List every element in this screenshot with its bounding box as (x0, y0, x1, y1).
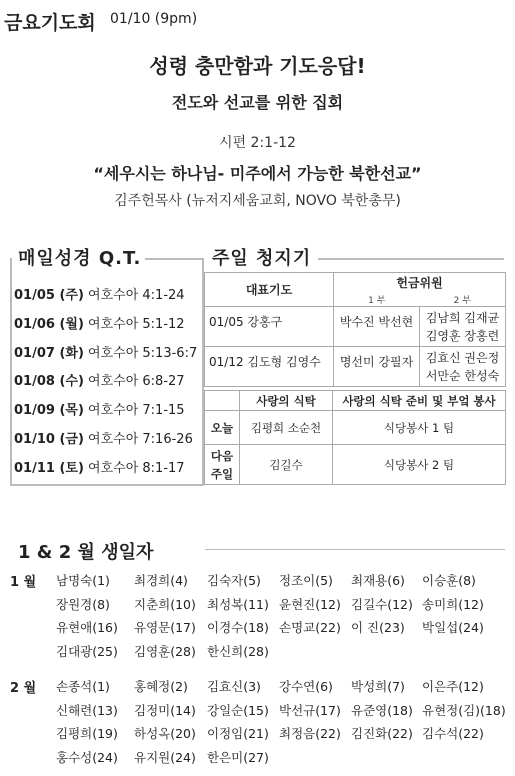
birthday-name: 한신희(28) (207, 643, 269, 659)
next-label (205, 445, 240, 485)
birthday-name: 최성복(11) (207, 596, 269, 612)
theme-line-1: 성령 충만함과 기도응답! (149, 54, 366, 78)
birthday-name: 이경수(18) (207, 620, 269, 635)
col-second-service: 2 부 (420, 293, 506, 307)
birthday-name: 남명숙(1) (56, 573, 110, 588)
meal-blank-head (205, 391, 240, 411)
qt-reference: 여호수아 7:16-26 (88, 432, 193, 447)
meal-table (204, 390, 506, 485)
row2-second-a: 김효신 권은정 (425, 350, 500, 365)
head-prayer: 대표기도 (205, 273, 334, 307)
birthday-name: 한은미(27) (207, 749, 269, 765)
birthday-name: 윤현진(12) (279, 596, 341, 612)
birthday-name: 유지원(24) (134, 749, 196, 765)
qt-date: 01/10 (금) (14, 432, 84, 447)
qt-item (14, 370, 185, 389)
qt-item (14, 428, 193, 447)
birthday-name: 유현정(김)(18) (422, 702, 506, 718)
birthday-name: 김정미(14) (134, 702, 196, 718)
row1-second-a: 김남희 김재균 (425, 310, 500, 325)
qt-title: 매일성경 Q.T. (14, 244, 145, 270)
qt-item (14, 399, 185, 418)
qt-reference: 여호수아 5:1-12 (88, 316, 185, 332)
birthday-name: 최경희(4) (134, 573, 188, 588)
qt-reference: 여호수아 6:8-27 (88, 374, 185, 390)
birthday-name: 송미희(12) (422, 596, 484, 612)
birthday-name: 유영문(17) (134, 620, 196, 635)
birthday-name: 손종석(1) (56, 679, 110, 694)
birthday-name: 박성희(7) (351, 679, 405, 694)
birthday-name: 홍혜정(2) (134, 679, 188, 694)
page-title: 금요기도회 (4, 12, 96, 34)
birthday-name: 김수석(22) (422, 726, 484, 741)
birthday-name: 유현애(16) (56, 620, 118, 635)
head-offering: 헌금위원 (334, 273, 506, 293)
birthday-name: 홍수성(24) (56, 749, 118, 765)
birthday-name: 장원경(8) (56, 596, 110, 612)
month-feb: 2 월 (10, 681, 37, 696)
birthday-name: 김평희(19) (56, 726, 118, 741)
birthday-name: 이은주(12) (422, 679, 484, 694)
head-table: 사랑의 식탁 (240, 391, 333, 411)
qt-item (14, 342, 197, 361)
row2-first: 명선미 강필자 (334, 347, 420, 387)
qt-date: 01/07 (화) (14, 345, 84, 361)
sunday-table (204, 272, 506, 387)
birthday-name: 강수연(6) (279, 679, 333, 694)
birthday-name: 김대광(25) (56, 643, 118, 659)
head-serve: 사랑의 식탁 준비 및 부엌 봉사 (333, 391, 506, 411)
birthday-name: 신해련(13) (56, 702, 118, 718)
qt-item (14, 457, 185, 476)
qt-date: 01/06 (월) (14, 316, 84, 332)
row2-prayer: 01/12 김도형 김영수 (205, 347, 334, 387)
birthday-name: 손명교(22) (279, 620, 341, 635)
row1-second (420, 307, 506, 347)
service-date: 01/10 (9pm) (110, 11, 198, 27)
today-label: 오늘 (205, 411, 240, 445)
today-team: 식당봉사 1 팀 (333, 411, 506, 445)
today-people: 김평희 소순천 (240, 411, 333, 445)
row1-first: 박수진 박선현 (334, 307, 420, 347)
col-first-service: 1 부 (334, 293, 420, 307)
birthday-title: 1 & 2 월 생일자 (18, 542, 154, 563)
birthday-name: 김진화(22) (351, 726, 413, 741)
birthday-name: 김숙자(5) (207, 573, 261, 588)
birthday-name: 김효신(3) (207, 679, 261, 694)
qt-date: 01/11 (토) (14, 460, 84, 476)
birthday-name: 지춘희(10) (134, 596, 196, 612)
birthday-name: 박일섭(24) (422, 620, 484, 635)
birthday-name: 최정음(22) (279, 726, 341, 741)
sunday-divider (318, 258, 504, 260)
birthday-name: 박선규(17) (279, 702, 341, 718)
birthday-name: 김영훈(28) (134, 643, 196, 659)
row1-prayer: 01/05 강홍구 (205, 307, 334, 347)
birthday-name: 정조이(5) (279, 573, 333, 588)
qt-item (14, 284, 185, 303)
qt-item (14, 313, 185, 332)
qt-reference: 여호수아 7:1-15 (88, 403, 185, 419)
birthday-name: 이 진(23) (351, 620, 405, 635)
qt-reference: 여호수아 8:1-17 (88, 460, 185, 476)
qt-date: 01/09 (목) (14, 403, 84, 419)
birthday-name: 이정임(21) (207, 726, 269, 741)
row2-second-b: 서만순 한성숙 (425, 368, 500, 383)
next-label-1: 다음 (210, 448, 234, 463)
speaker: 김주헌목사 (뉴저지세움교회, NOVO 북한총무) (114, 193, 401, 209)
next-people: 김길수 (240, 445, 333, 485)
theme-line-2: 전도와 선교를 위한 집회 (171, 93, 344, 112)
month-jan: 1 월 (10, 575, 37, 590)
birthday-name: 김길수(12) (351, 596, 413, 612)
birthday-name: 강일순(15) (207, 702, 269, 718)
birthday-name: 이승훈(8) (422, 573, 476, 588)
birthday-name: 하성옥(20) (134, 726, 196, 741)
birthday-name: 유준영(18) (351, 702, 413, 718)
sunday-title: 주일 청지기 (208, 244, 315, 270)
qt-reference: 여호수아 4:1-24 (88, 288, 185, 303)
next-label-2: 주일 (210, 466, 234, 481)
row2-second (420, 347, 506, 387)
birthday-divider (205, 549, 505, 550)
sermon-title: “세우시는 하나님- 미주에서 가능한 북한선교” (93, 164, 422, 183)
qt-reference: 여호수아 5:13-6:7 (88, 345, 198, 361)
next-team: 식당봉사 2 팀 (333, 445, 506, 485)
row1-second-b: 김영훈 장홍련 (425, 328, 500, 343)
birthday-name: 최재용(6) (351, 573, 405, 588)
qt-date: 01/08 (수) (14, 374, 84, 390)
qt-date: 01/05 (주) (14, 288, 84, 303)
scripture: 시편 2:1-12 (219, 135, 296, 151)
